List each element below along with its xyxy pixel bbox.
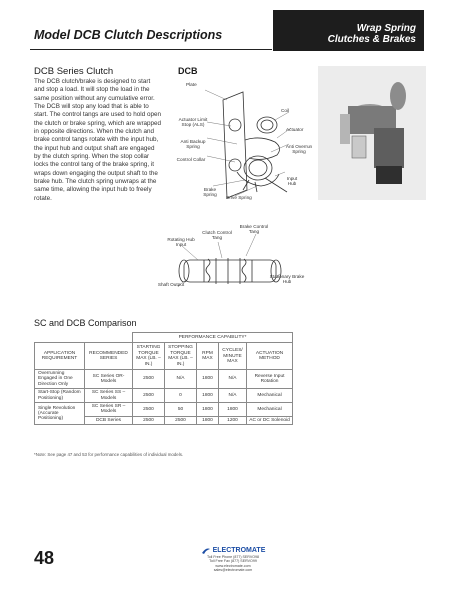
table-row bbox=[35, 389, 293, 403]
footer-email-link[interactable]: sales@electromate.com bbox=[213, 568, 253, 573]
page-title: Model DCB Clutch Descriptions bbox=[34, 28, 223, 42]
table-cell: 1800 bbox=[197, 370, 219, 389]
footer-phone: Toll Free Phone (877) SERVO98 bbox=[206, 555, 260, 559]
section-heading-comparison: SC and DCB Comparison bbox=[34, 318, 137, 328]
label-brake-control-tang: Brake Control Tang bbox=[239, 224, 269, 235]
diagram-plate bbox=[223, 92, 247, 198]
table-cell: Mechanical bbox=[247, 403, 293, 417]
table-cell: Mechanical bbox=[247, 389, 293, 403]
section-heading-dcb: DCB Series Clutch bbox=[34, 66, 114, 77]
comparison-table bbox=[34, 332, 293, 425]
table-cell: 2500 bbox=[133, 370, 165, 389]
table-cell: Overrunning Engaged in One Direction Only bbox=[35, 370, 85, 389]
table-cell: N/A bbox=[219, 370, 247, 389]
footer-brand: ELECTROMATE bbox=[212, 547, 266, 554]
label-coil: Coil bbox=[281, 108, 290, 113]
table-row bbox=[35, 370, 293, 389]
section-tab-line2: Clutches & Brakes bbox=[327, 34, 416, 45]
diagram-title: DCB bbox=[178, 66, 198, 76]
table-cell: 2500 bbox=[133, 416, 165, 424]
label-clutch-control-tang: Clutch Control Tang bbox=[202, 230, 232, 241]
table-cell: 1800 bbox=[197, 389, 219, 403]
page-number: 48 bbox=[34, 548, 55, 568]
table-cell: 0 bbox=[165, 389, 197, 403]
footer-fax: Toll Free Fax (877) SERVO99 bbox=[209, 559, 257, 564]
table-cell: DCB Series bbox=[85, 416, 133, 424]
table-cell: 2500 bbox=[133, 389, 165, 403]
table-cell: SC Series OR-Models bbox=[85, 370, 133, 389]
table-row bbox=[35, 403, 293, 417]
label-drive-spring: Drive Spring bbox=[226, 195, 252, 200]
table-header-cell: STOPPING TORQUE MAX (LB. – IN.) bbox=[165, 343, 197, 370]
electromate-logo bbox=[190, 546, 276, 555]
table-cell: N/A bbox=[219, 389, 247, 403]
table-header-row bbox=[35, 343, 293, 370]
table-cell: 50 bbox=[165, 403, 197, 417]
table-group-header: PERFORMANCE CAPABILITY* bbox=[133, 333, 293, 343]
label-anti-overrun-spring: Anti Overrun Spring bbox=[285, 144, 313, 155]
section-tab bbox=[273, 10, 424, 51]
footer-contact bbox=[190, 546, 276, 573]
body-paragraph: The DCB clutch/brake is designed to start and stop a load. It will stop the load in the same position without any cumulative error. The DCB will stop any load that is able to start. The control tangs are used to hold open the clutch or brake spring, which are wrapped in opposite directions. When the clutch and brake control tangs rotate with the input hub, the input hub and output shaft are engaged by the clutch spring. When the stop collar locks the control tang of the brake spring, it wraps down engaging the output shaft to the brake hub. The clutch spring unwraps at the same time, allowing the input hub to freely rotate. bbox=[34, 78, 162, 202]
label-anti-backup-spring: Anti Backup Spring bbox=[180, 139, 206, 150]
table-cell: Start-Stop (Random Positioning) bbox=[35, 389, 85, 403]
table-cell: 2500 bbox=[165, 416, 197, 424]
header-rule bbox=[30, 49, 272, 50]
label-brake-spring: Brake Spring bbox=[203, 187, 217, 198]
electromate-swoosh-icon bbox=[201, 547, 211, 555]
table-cell: AC or DC Solenoid bbox=[247, 416, 293, 424]
table-cell: 1800 bbox=[197, 403, 219, 417]
table-cell: 1200 bbox=[219, 416, 247, 424]
footer-website-link[interactable]: www.electromate.com bbox=[215, 563, 251, 568]
table-cell: N/A bbox=[165, 370, 197, 389]
table-cell: 1800 bbox=[219, 403, 247, 417]
table-header-cell: RPM MAX bbox=[197, 343, 219, 370]
table-header-cell: APPLICATION REQUIREMENT bbox=[35, 343, 85, 370]
table-header-cell: STARTING TORQUE MAX (LB. – IN.) bbox=[133, 343, 165, 370]
table-cell: Single Revolution (Accurate Positioning) bbox=[35, 403, 85, 425]
label-input-hub: Input Hub bbox=[286, 176, 298, 187]
diagram-shaft-assembly bbox=[184, 260, 276, 282]
label-actuator-limit-stop: Actuator Limit Stop (ALS) bbox=[178, 117, 208, 128]
product-photo bbox=[318, 66, 426, 200]
table-cell: SC Series SR – Models bbox=[85, 403, 133, 417]
label-control-collar: Control Collar bbox=[176, 157, 206, 162]
label-actuator: Actuator bbox=[286, 127, 304, 132]
table-footnote: *Note: See page 47 and 53 for performance capabilities of individual models. bbox=[34, 452, 184, 457]
label-stationary-brake-hub: Stationary Brake Hub bbox=[269, 274, 305, 285]
table-cell: SC Series SS – Models bbox=[85, 389, 133, 403]
section-tab-line1: Wrap Spring bbox=[356, 23, 416, 34]
label-plate: Plate bbox=[186, 82, 197, 87]
table-header-cell: ACTUATION METHOD bbox=[247, 343, 293, 370]
table-cell: 2500 bbox=[133, 403, 165, 417]
diagram-coil bbox=[257, 117, 277, 133]
table-header-cell: CYCLES/ MINUTE MAX bbox=[219, 343, 247, 370]
label-rotating-hub-input: Rotating Hub Input bbox=[167, 237, 195, 248]
table-cell: Reverse Input Rotation bbox=[247, 370, 293, 389]
label-shaft-output: Shaft Output bbox=[157, 282, 185, 287]
table-cell: 1800 bbox=[197, 416, 219, 424]
table-header-cell: RECOMMENDED SERIES bbox=[85, 343, 133, 370]
